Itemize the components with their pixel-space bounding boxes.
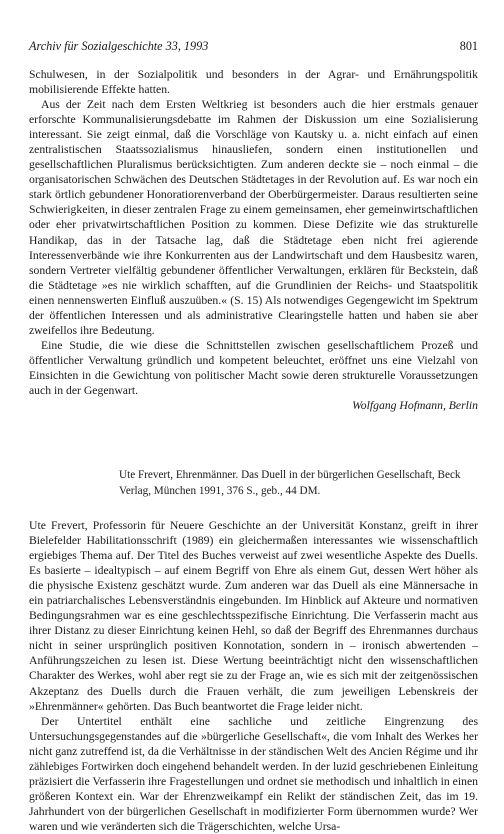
paragraph: Der Untertitel enthält eine sachliche und zeitliche Eingrenzung des Untersuchungsgegenstandes auf die »bürgerliche Gesellschaft«, die vom Inhalt des Werkes her nicht ganz zutreffend ist, da die Verhältnisse in der ständischen Welt des Ancien Régime und ihr zählebiges Fortwirken doch eingehend behandelt werden. In der luzid geschriebenen Einleitung präzisiert die Verfasserin ihre Fragestellungen und ordnet sie methodisch und inhaltlich in einen größeren Kontext ein. War der Ehrenzweikampf ein Relikt der ständischen Zeit, das im 19. Jahrhundert von der bürgerlichen Gesellschaft in modifizierter Form übernommen wurde? Wer waren und wie veränderten sich die Trägerschichten, welche Ursa- [29,714,478,833]
paragraph-text: Eine Studie, die wie diese die Schnittstellen zwischen gesellschaftlichem Prozeß und öffentlicher Verwaltung gründlich und kompetent beleuchtet, eröffnet uns eine Vielzahl von Einsichten in die Gewichtung von politischer Macht sowie deren strukturelle Voraussetzungen auch in der Gegenwart. [29,338,478,397]
review-bibliography: Ute Frevert, Ehrenmänner. Das Duell in der bürgerlichen Gesellschaft, Beck Verlag, München 1991, 376 S., geb., 44 DM. [119,469,461,497]
journal-title: Archiv für Sozialgeschichte 33, 1993 [29,39,209,53]
paragraph: Aus der Zeit nach dem Ersten Weltkrieg ist besonders auch die hier erstmals genauer erforschte Kommunalisierungsdebatte im Rahmen der Diskussion um eine Sozialisierung interessant. Sie zeigt einmal, daß die Vorschläge von Kautsky u. a. nicht einfach auf einen zentralistischen Staatssozialismus hinausliefen, sondern einen institutionellen und gesellschaftlichen Pluralismus berücksichtigten. Zum anderen deckte sie – noch einmal – die organisatorischen Schwächen des Deutschen Städtetages in der Revolution auf. Es war noch ein stark örtlich gebundener Honoratiorenverband der Oberbürgermeister. Daraus resultierten seine Schwierigkeiten, in dieser zentralen Frage zu einem gemeinsamen, eher gemeinwirtschaftlichen oder eher privatwirtschaftlichen Position zu kommen. Diese Defizite wie das strukturelle Handikap, das in der Tatsache lag, daß die Städtetage eben nicht frei agierende Interessenverbände wie ihre Konkurrenten aus der Landwirtschaft und dem Hausbesitz waren, sondern Vertreter vielfältig gebundener öffentlicher Verwaltungen, erklären für Beckstein, daß die Städtetage »es nie wirklich schafften, auf die Grundlinien der Reichs- und Staatspolitik einen nennenswerten Einfluß auszuüben.« (S. 15) Als notwendiges Gegengewicht im Spektrum der öffentlichen Interessen und als administrative Clearingstelle hatten und haben sie aber zweifellos ihre Bedeutung. [29,98,478,337]
paragraph [29,338,478,413]
review-frevert-body [29,518,478,834]
review-author-signature: Wolfgang Hofmann, Berlin [352,399,478,413]
review-hofmann-body [29,67,478,413]
paragraph: Ute Frevert, Professorin für Neuere Geschichte an der Universität Konstanz, greift in ihrer Bielefelder Habilitationsschrift (1989) ein gleichermaßen interessantes wie wissenschaftlich ergiebiges Thema auf. Der Titel des Buches verweist auf zwei wesentliche Aspekte des Duells. Es basierte – idealtypisch – auf einem Begriff von Ehre als einem Gut, dessen Wert höher als die physische Existenz geschätzt wurde. Zum anderen war das Duell als eine Männersache in ein patriarchalisches Lebensverständnis eingebunden. Im Hinblick auf Akteure und normativen Bedingungsrahmen war es eine geschlechtsspezifische Einrichtung. Die Verfasserin macht aus ihrer Distanz zu dieser Einrichtung keinen Hehl, so daß der Begriff des Ehrenmannes durchaus nicht in seiner ursprünglich positiven Konnotation, sondern in – ironisch abwertenden – Anführungszeichen zu lesen ist. Diese Wertung beeinträchtigt nicht den wissenschaftlichen Charakter des Werkes, wohl aber regt sie zu der Frage an, wie es sich mit der zeitgenössischen Akzeptanz des Duells durch die Frauen verhält, die zum jeweiligen Lebenskreis der »Ehrenmänner« gehörten. Das Buch beantwortet die Frage leider nicht. [29,519,478,713]
page-number: 801 [459,39,478,53]
paragraph: Schulwesen, in der Sozialpolitik und besonders in der Agrar- und Ernährungspolitik mobilisierende Effekte hatten. [29,68,478,97]
running-header [29,38,478,54]
